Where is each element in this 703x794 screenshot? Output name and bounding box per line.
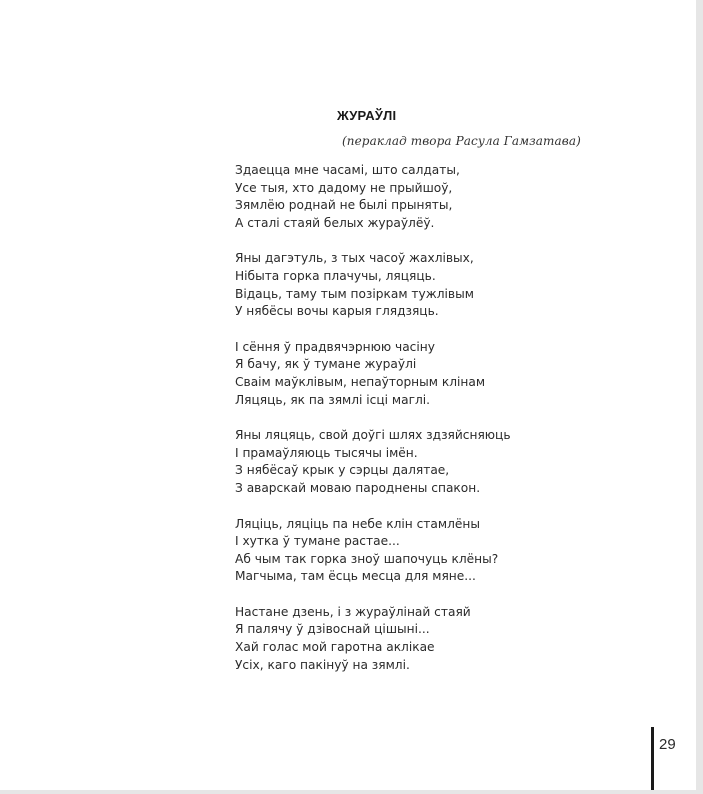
page-number-rule [651,727,654,790]
poem-line: Відаць, таму тым позіркам тужлівым [235,286,474,301]
poem-line: Ляцяць, як па зямлі ісці маглі. [235,392,431,407]
poem-line: І прамаўляюць тысячы імён. [235,445,418,460]
poem-line: Зямлёю роднай не былі прыняты, [235,198,453,213]
poem-line: Магчыма, там ёсць месца для мяне... [235,569,476,584]
poem-line: І хутка ў тумане растае... [235,534,400,549]
poem-line: І сёння ў прадвячэрнюю часіну [235,339,435,354]
poem-line: Усіх, каго пакінуў на зямлі. [235,657,410,672]
poem-line: Настане дзень, і з жураўлінай стаяй [235,604,471,619]
poem-line: У нябёсы вочы карыя глядзяць. [235,304,439,319]
stanza [235,162,511,232]
stanza [235,250,511,320]
poem-line: Сваім маўклівым, непаўторным клінам [235,374,486,389]
poem-line: Яны дагэтуль, з тых часоў жахлівых, [235,251,474,266]
stanza [235,604,511,674]
poem-line: Усе тыя, хто дадому не прыйшоў, [235,180,453,195]
poem-body [235,162,511,692]
stanza [235,516,511,586]
poem-line: Нібыта горка плачучы, ляцяць. [235,268,436,283]
poem-line: Я бачу, як ў тумане жураўлі [235,357,417,372]
poem-line: З аварскай моваю пароднены спакон. [235,480,481,495]
poem-line: Я палячу ў дзівоснай цішыні... [235,622,430,637]
poem-line: Яны ляцяць, свой доўгі шлях здзяйсняюць [235,428,511,443]
poem-title: ЖУРАЎЛІ [337,108,397,123]
poem-line: Здаецца мне часамі, што салдаты, [235,163,460,177]
stanza [235,427,511,497]
poem-line: А сталі стаяй белых жураўлёў. [235,215,435,230]
stanza [235,339,511,409]
poem-subtitle: (пераклад твора Расула Гамзатава) [342,134,581,148]
page-number: 29 [659,736,676,753]
poem-line: Хай голас мой гаротна аклікае [235,640,435,655]
poem-line: Ляціць, ляціць па небе клін стамлёны [235,516,480,531]
poem-line: Аб чым так горка зноў шапочуць клёны? [235,551,499,566]
poem-line: З нябёсаў крык у сэрцы далятае, [235,463,450,478]
